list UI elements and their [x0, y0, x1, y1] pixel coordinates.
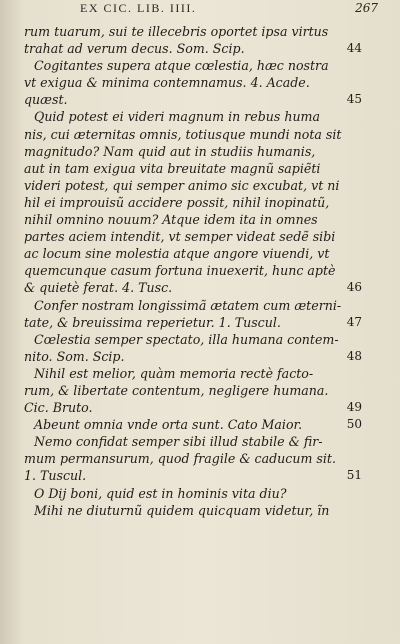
text-line — [24, 262, 342, 279]
page-header — [30, 1, 378, 15]
line-text: O Dij boni, quid est in hominis vita diu? — [34, 485, 287, 501]
line-text: trahat ad verum decus. Som. Scip. — [24, 41, 245, 57]
text-line — [24, 108, 342, 125]
text-line — [24, 365, 342, 382]
text-line — [24, 126, 342, 143]
line-text: tate, & breuissima reperietur. 1. Tuscul. — [24, 314, 281, 330]
sentence-number: 44 — [346, 41, 362, 56]
text-line — [24, 433, 342, 450]
line-text: nihil omnino nouum? Atque idem ita in omnes — [24, 212, 318, 228]
text-line — [24, 57, 342, 74]
line-text: aut in tam exigua vita breuitate magnũ sapiẽti — [24, 160, 321, 176]
text-line — [24, 91, 362, 108]
line-text: nis, cui æternitas omnis, totiusque mundi nota sit — [24, 126, 342, 142]
text-line — [24, 331, 342, 348]
page-number: 267 — [355, 1, 378, 15]
sentence-number: 45 — [346, 92, 362, 107]
text-line — [24, 160, 342, 177]
line-text: videri potest, qui semper animo sic excubat, vt ni — [24, 177, 340, 193]
sentence-number: 46 — [346, 280, 362, 295]
text-line — [24, 297, 342, 314]
line-text: mum permansurum, quod fragile & caducum sit. — [24, 451, 336, 467]
sentence-number: 49 — [346, 400, 362, 415]
text-line — [24, 416, 362, 433]
line-text: hil ei improuisũ accidere possit, nihil inopinatũ, — [24, 194, 330, 210]
line-text: partes aciem intendit, vt semper videat sedẽ sibi — [24, 229, 336, 245]
line-text: Cic. Bruto. — [24, 400, 93, 416]
text-line — [24, 177, 342, 194]
text-line — [24, 314, 362, 331]
text-line — [24, 279, 362, 296]
text-line — [24, 143, 342, 160]
sentence-number: 48 — [346, 348, 362, 363]
line-text: Nihil est melior, quàm memoria rectè facto- — [34, 365, 314, 381]
line-text: nito. Som. Scip. — [24, 348, 125, 364]
text-line — [24, 399, 362, 416]
line-text: 1. Tuscul. — [24, 468, 87, 484]
text-line — [24, 245, 342, 262]
text-line — [24, 382, 342, 399]
text-line — [24, 228, 342, 245]
text-line — [24, 40, 362, 57]
line-text: ac locum sine molestia atque angore viuendi, vt — [24, 246, 330, 262]
text-line — [24, 450, 342, 467]
running-title: EX CIC. LIB. IIII. — [80, 1, 197, 15]
line-text: quæst. — [24, 92, 68, 108]
text-line — [24, 194, 342, 211]
line-text: magnitudo? Nam quid aut in studiis humanis, — [24, 143, 316, 159]
text-line — [24, 502, 342, 519]
line-text: rum tuarum, sui te illecebris oportet ipsa virtus — [24, 24, 329, 39]
sentence-number: 51 — [346, 468, 362, 483]
line-text: Confer nostram longissimã ætatem cum æterni- — [34, 297, 342, 313]
sentence-number: 47 — [346, 314, 362, 329]
text-line — [24, 485, 342, 502]
sentence-number: 50 — [346, 417, 362, 432]
line-text: Mihi ne diuturnũ quidem quicquam videtur, ĩn — [34, 502, 330, 518]
line-text: vt exigua & minima contemnamus. 4. Acade. — [24, 75, 310, 91]
text-line — [24, 23, 342, 40]
text-line — [24, 74, 342, 91]
text-body — [24, 23, 362, 519]
text-line — [24, 211, 342, 228]
text-line — [24, 467, 362, 484]
line-text: rum, & libertate contentum, negligere humana. — [24, 382, 329, 398]
line-text: Cogitantes supera atque cœlestia, hæc nostra — [34, 58, 329, 74]
line-text: Quid potest ei videri magnum in rebus huma — [34, 109, 321, 125]
line-text: Nemo confidat semper sibi illud stabile & fir- — [34, 434, 323, 450]
line-text: Abeunt omnia vnde orta sunt. Cato Maior. — [34, 417, 303, 433]
line-text: & quietè ferat. 4. Tusc. — [24, 280, 173, 296]
text-line — [24, 348, 362, 365]
line-text: quemcunque casum fortuna inuexerit, hunc aptè — [24, 263, 336, 279]
line-text: Cœlestia semper spectato, illa humana contem- — [34, 331, 339, 347]
